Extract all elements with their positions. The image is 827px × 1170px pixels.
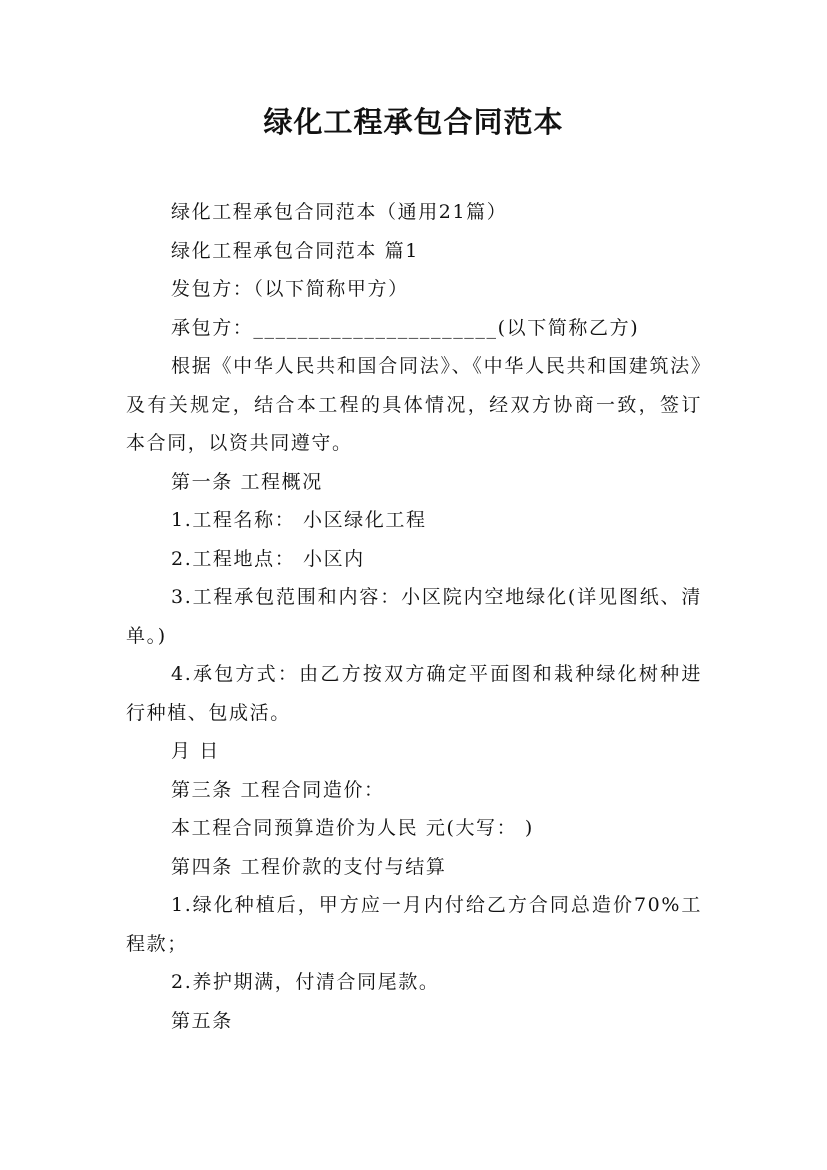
section-heading-4: 第四条 工程价款的支付与结算 [171, 855, 447, 878]
paragraph-project-name: 1.工程名称： 小区绿化工程 [171, 509, 427, 531]
paragraph-payment-1: 1.绿化种植后，甲方应一月内付给乙方合同总造价70%工程款； [126, 894, 702, 955]
paragraph-party-a: 发包方：（以下简称甲方） [171, 278, 409, 300]
paragraph-contract-method: 4.承包方式：由乙方按双方确定平面图和栽种绿化树种进行种植、包成活。 [126, 663, 702, 724]
paragraph-article-heading: 绿化工程承包合同范本 篇1 [171, 239, 419, 262]
paragraph-payment-2: 2.养护期满，付清合同尾款。 [171, 971, 440, 993]
paragraph-party-b: 承包方：______________________(以下简称乙方) [171, 316, 640, 339]
document-title: 绿化工程承包合同范本 [263, 105, 564, 139]
paragraph-contract-price: 本工程合同预算造价为人民 元(大写： ) [171, 817, 534, 839]
paragraph-project-location: 2.工程地点： 小区内 [171, 547, 365, 570]
paragraph-preamble: 根据《中华人民共和国合同法》、《中华人民共和国建筑法》及有关规定，结合本工程的具体情况，经双方协商一致，签订本合同，以资共同遵守。 [126, 355, 702, 454]
section-heading-5: 第五条 [171, 1009, 233, 1032]
paragraph-project-scope: 3.工程承包范围和内容：小区院内空地绿化(详见图纸、清单。) [126, 586, 702, 647]
section-heading-3: 第三条 工程合同造价： [171, 778, 385, 801]
paragraph-date: 月 日 [171, 740, 220, 762]
paragraph-subtitle: 绿化工程承包合同范本（通用21篇） [171, 201, 508, 223]
section-heading-1: 第一条 工程概况 [171, 470, 323, 493]
document-body [126, 193, 702, 1040]
